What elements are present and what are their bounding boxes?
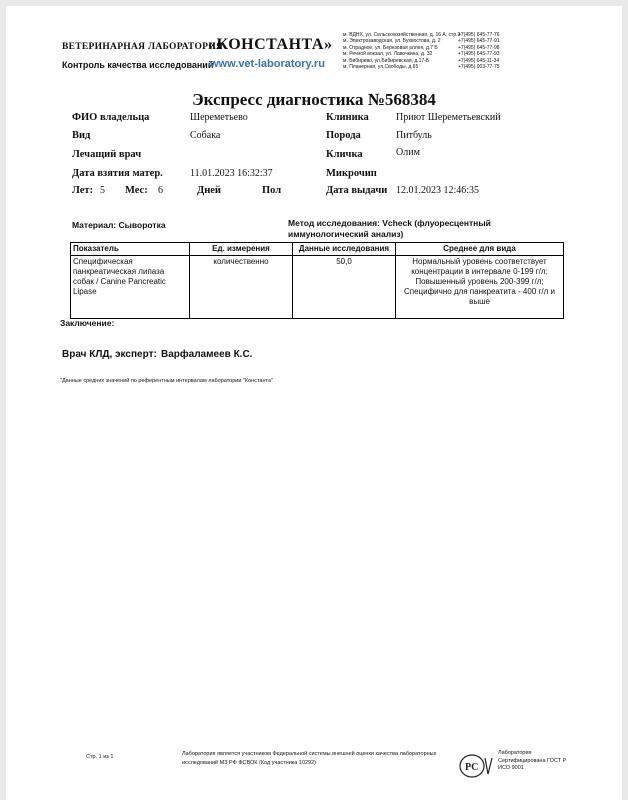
months-label: Мес: [125,185,148,196]
phone-item: +7(495) 645-77-98 [458,44,500,51]
column-header: Показатель [71,243,190,256]
material-label: Материал: Сыворотка [72,220,166,230]
indicator-cell: Специфическая панкреатическая липаза собак / Canine Pancreatic Lipase [71,256,190,319]
address-item: м. Электрозаводская, ул. Бухвостова, д. 2 [343,38,441,45]
page-number: Стр. 1 из 1 [86,754,114,760]
certification-text: Лаборатория Сертифицирована ГОСТ Р ИСО 9001 [498,750,567,771]
nickname-label: Кличка [326,149,363,160]
document-page [6,6,622,800]
column-header: Среднее для вида [396,243,564,256]
issue-date-label: Дата выдачи [326,185,388,196]
clinic-value: Приют Шереметьевский [396,112,501,123]
results-table [70,242,564,319]
address-item: м. Планерная, ул.Свободы, д.65 [343,64,419,71]
clinic-label: Клиника [326,112,369,123]
sample-date-label: Дата взятия матер. [72,168,163,179]
phone-list [458,32,498,70]
breed-label: Порода [326,130,361,141]
breed-value: Питбуль [396,130,432,141]
address-item: м. Речной вокзал, ул. Лавочкина, д. 32 [343,51,433,58]
species-value: Собака [190,130,221,141]
lab-name-prefix: ВЕТЕРИНАРНАЯ ЛАБОРАТОРИЯ [62,42,224,52]
footnote: "Данные средних значений по референтным интервалам лаборатории "Константа" [60,378,273,384]
phone-item: +7(495) 645-77-76 [458,32,500,38]
doctor-label: Лечащий врач [72,149,142,160]
nickname-value: Олим [396,147,420,158]
address-item: м. Отрадное, ул. Березовая аллея, д.7 Б [343,44,438,51]
unit-cell: количественно [190,256,293,319]
phone-item: +7(495) 645-11-34 [458,57,500,64]
phone-item: +7(495) 003-77-75 [458,64,500,71]
signature-name: Варфаламеев К.С. [161,349,253,360]
lab-brand: «КОНСТАНТА» [208,36,333,53]
conclusion-label: Заключение: [60,318,115,328]
lab-website: www.vet-laboratory.ru [210,58,325,70]
certification-logo-icon [458,752,498,780]
address-item: м. Бибирево, ул.Бибиревская, д.17-Б [343,57,430,64]
months-value: 6 [158,185,163,196]
lab-subtitle: Контроль качества исследований [62,60,214,70]
svg-text:PC: PC [465,762,479,773]
column-header: Данные исследования [293,243,396,256]
sex-label: Пол [262,185,282,196]
microchip-label: Микрочип [326,168,377,179]
method-label: Метод исследования: Vcheck (флуоресцентный иммунологический анализ) [288,218,491,239]
phone-item: +7(495) 645-77-91 [458,38,500,45]
owner-label: ФИО владельца [72,112,150,123]
address-item: м. ВДНХ, ул. Сельскохозяйственная, д. 16 А, стр.3 [343,32,461,38]
owner-value: Шереметьево [190,112,248,123]
table-row [71,256,564,319]
phone-item: +7(495) 645-77-93 [458,51,500,58]
years-value: 5 [100,185,105,196]
signature-role: Врач КЛД, эксперт: [62,349,157,360]
fsvok-notice: Лаборатория является участником Федеральной системы внешней оценки качества лабораторных исследований МЗ РФ ФСВОК (Код участника 10292) [182,751,437,766]
table-header-row [71,243,564,256]
species-label: Вид [72,130,91,141]
sample-date-value: 11.01.2023 16:32:37 [190,168,273,179]
result-cell: 50,0 [293,256,396,319]
reference-cell: Нормальный уровень соответствует концентрации в интервале 0-199 г/л; Повышенный уровень 200-399 г/л; Специфично для панкреатита - 400 г/л и выше [396,256,564,319]
days-label: Дней [197,185,221,196]
address-list [343,32,460,70]
document-title: Экспресс диагностика №568384 [192,90,436,109]
years-label: Лет: [72,185,94,196]
column-header: Ед. измерения [190,243,293,256]
issue-date-value: 12.01.2023 12:46:35 [396,185,480,196]
